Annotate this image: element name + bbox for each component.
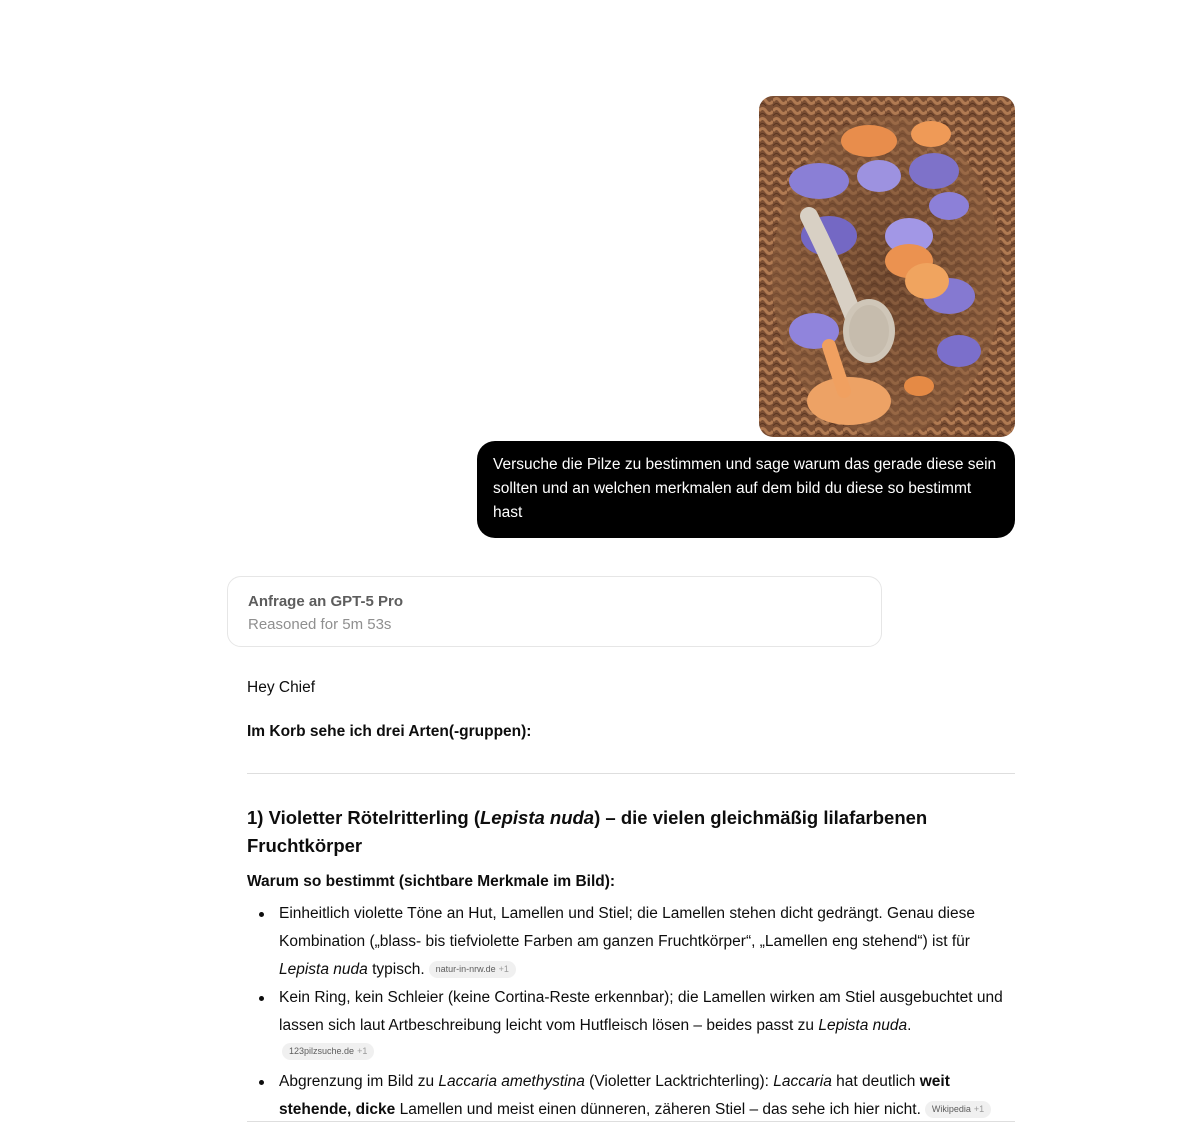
photo-icon (759, 96, 1015, 437)
point-text: Abgrenzung im Bild zu (279, 1073, 439, 1090)
source-name: Wikipedia (931, 1104, 971, 1114)
list-item (279, 1068, 1015, 1124)
source-name: natur-in-nrw.de (435, 964, 496, 974)
section-1-title-suffix: ) – die vielen gleichmäßig lilafarbenen Fruchtkörper (247, 807, 928, 856)
divider (247, 773, 1015, 774)
answer-greeting: Hey Chief (247, 679, 316, 696)
point-text: hat deutlich (831, 1073, 920, 1090)
point-text: Einheitlich violette Töne an Hut, Lamellen und Stiel; die Lamellen stehen dicht gedrängt. Genau diese Kombination („blass- bis tiefviolette Farben am ganzen Fruchtkörper“, „Lamellen eng stehend“) ist für (279, 905, 975, 950)
point-text: Lamellen und meist einen dünneren, zäheren Stiel – das sehe ich hier nicht. (395, 1101, 921, 1118)
section-1-points (247, 900, 1015, 1124)
source-chip[interactable] (282, 1043, 374, 1060)
section-1-title-species: Lepista nuda (480, 807, 595, 828)
source-name: 123pilzsuche.de (289, 1046, 355, 1056)
source-count: +1 (357, 1046, 368, 1056)
user-message-text: Versuche die Pilze zu bestimmen und sage warum das gerade diese sein sollten und an welchen merkmalen auf dem bild du diese so bestimmt hast (493, 456, 997, 521)
list-item (279, 900, 1015, 984)
divider (247, 1121, 1015, 1122)
assistant-answer (247, 674, 1015, 1124)
point-species: Lepista nuda (818, 1017, 908, 1034)
reasoning-card[interactable] (227, 576, 882, 647)
user-message-bubble (477, 441, 1015, 538)
uploaded-mushroom-photo[interactable] (759, 96, 1015, 437)
reasoning-duration: Reasoned for 5m 53s (248, 616, 392, 633)
source-count: +1 (973, 1104, 985, 1114)
section-1-why-label: Warum so bestimmt (sichtbare Merkmale im Bild): (247, 873, 616, 890)
answer-intro: Im Korb sehe ich drei Arten(-gruppen): (247, 723, 532, 740)
section-1-title-prefix: 1) Violetter Rötelritterling ( (247, 807, 480, 828)
source-chip[interactable] (429, 961, 516, 978)
point-species: Laccaria amethystina (438, 1073, 585, 1090)
point-text: Kein Ring, kein Schleier (keine Cortina-Reste erkennbar); die Lamellen wirken am Stiel ausgebuchtet und lassen sich laut Artbeschreibung leicht vom Hutfleisch lösen – beides passt zu (279, 989, 1003, 1034)
list-item (279, 984, 1015, 1066)
source-count: +1 (498, 964, 509, 974)
point-genus: Laccaria (773, 1073, 832, 1090)
point-emphasis: weit stehende, dicke (279, 1073, 950, 1118)
point-text: (Violetter Lacktrichterling): (584, 1073, 774, 1090)
reasoning-title: Anfrage an GPT-5 Pro (248, 593, 404, 610)
point-text: typisch. (367, 961, 425, 978)
point-text: . (907, 1017, 912, 1034)
point-species: Lepista nuda (279, 961, 368, 978)
source-chip[interactable] (925, 1101, 991, 1118)
section-1-title (247, 804, 1015, 860)
